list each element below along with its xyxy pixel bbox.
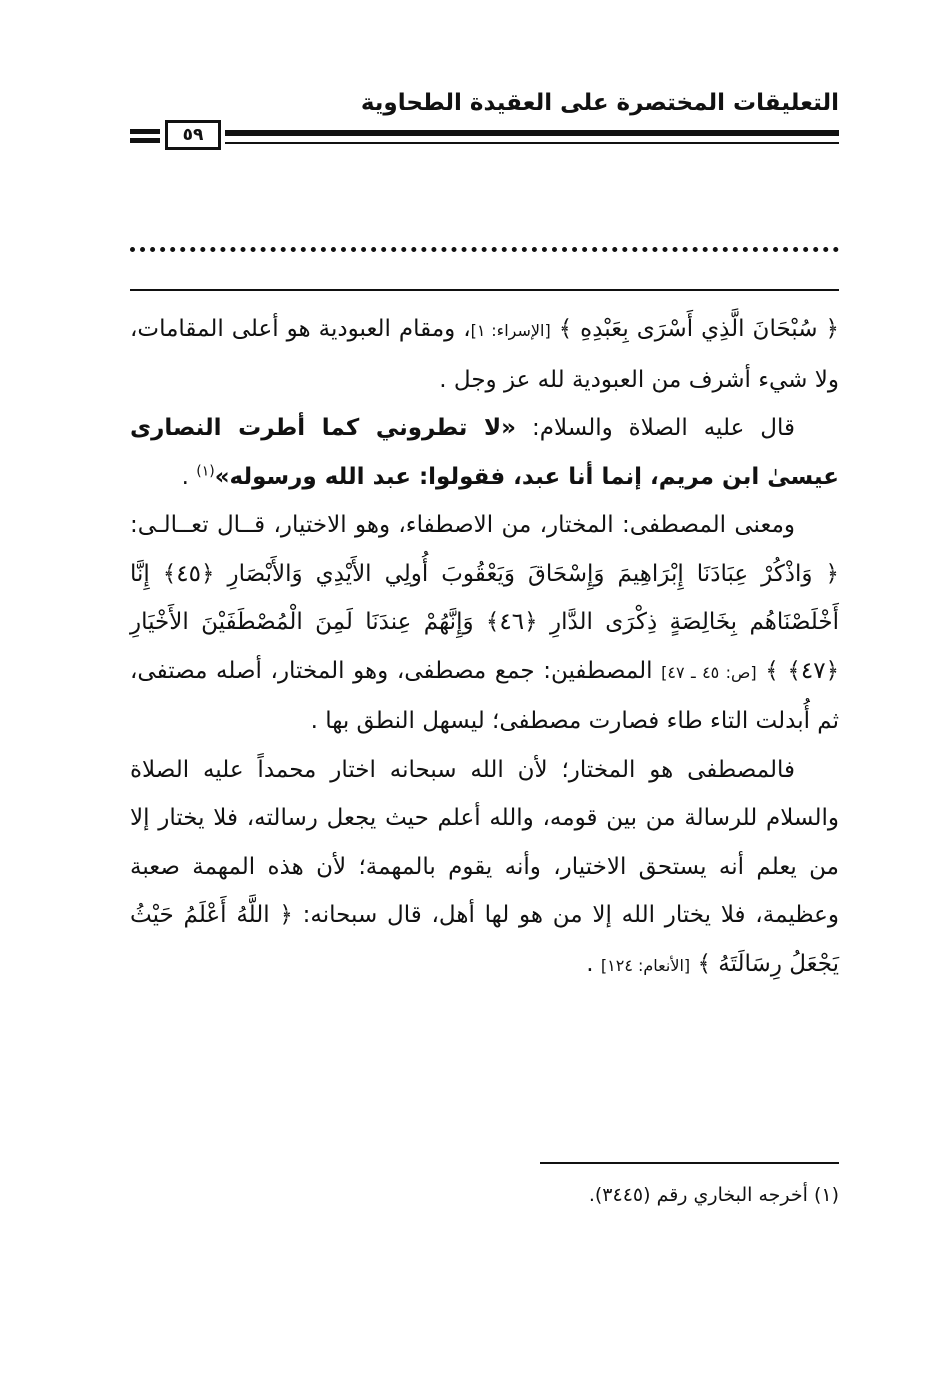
paragraph-text: ، ومقام العبودية هو أعلى المقامات، ولا شيء أشرف من العبودية لله عز وجل . bbox=[130, 316, 839, 393]
header-rule-left-top bbox=[130, 129, 160, 134]
paragraph-text: المصطفين: جمع مصطفى، وهو المختار، أصله مصتفى، ثم أُبدلت التاء طاء فصارت مصطفى؛ ليسهل النطق بها . bbox=[130, 657, 839, 734]
quran-verse: ﴿ وَاذْكُرْ عِبَادَنَا إِبْرَاهِيمَ وَإِسْحَاقَ وَيَعْقُوبَ أُولِي الأَيْدِي وَالأَبْصَارِ ﴿٤٥﴾ إِنَّا أَخْلَصْنَاهُم بِخَالِصَةٍ ذِكْرَى الدَّارِ ﴿٤٦﴾ وَإِنَّهُمْ عِندَنَا لَمِنَ الْمُصْطَفَيْنَ الأَخْيَارِ ﴿٤٧﴾ ﴾ bbox=[130, 560, 840, 684]
running-header-title: التعليقات المختصرة على العقيدة الطحاوية bbox=[360, 90, 839, 116]
header-rule-thick bbox=[225, 130, 839, 136]
solid-separator bbox=[130, 289, 839, 291]
page-number: ٥٩ bbox=[165, 120, 221, 150]
hadith-quote: «لا تطروني كما أطرت النصارى عيسىٰ ابن مريم، إنما أنا عبد، فقولوا: عبد الله ورسوله» bbox=[130, 415, 839, 490]
paragraph-2 bbox=[130, 404, 839, 501]
paragraph-end: . bbox=[586, 950, 601, 977]
footnote: (١) أخرجه البخاري رقم (٣٤٤٥). bbox=[588, 1184, 839, 1206]
quran-verse: ﴿ اللَّهُ أَعْلَمُ حَيْثُ يَجْعَلُ رِسَالَتَهُ ﴾ bbox=[130, 902, 839, 977]
verse-reference: [ص: ٤٥ ـ ٤٧] bbox=[661, 662, 757, 682]
dotted-separator bbox=[130, 247, 839, 252]
quran-verse: ﴿ سُبْحَانَ الَّذِي أَسْرَى بِعَبْدِهِ ﴾ bbox=[558, 316, 839, 342]
paragraph-3 bbox=[130, 501, 839, 746]
footnote-separator bbox=[540, 1162, 839, 1164]
paragraph-end: . bbox=[181, 463, 197, 490]
verse-reference: [الأنعام: ١٢٤] bbox=[600, 955, 691, 975]
paragraph-text: فالمصطفى هو المختار؛ لأن الله سبحانه اختار محمداً عليه الصلاة والسلام للرسالة من بين قومه، والله أعلم حيث يجعل رسالته، فلا يختار إلا من يعلم أنه يستحق الاختيار، وأنه يقوم بالمهمة؛ لأن هذه المهمة صعبة وعظيمة، فلا يختار الله إلا من هو لها أهل، قال سبحانه: bbox=[130, 756, 840, 928]
verse-reference: [الإسراء: ١] bbox=[470, 321, 551, 340]
footnote-marker: (١) bbox=[196, 462, 215, 479]
paragraph-text: ومعنى المصطفى: المختار، من الاصطفاء، وهو الاختيار، قــال تعــالـى: bbox=[130, 512, 795, 538]
header-rule-left-bottom bbox=[130, 138, 160, 143]
paragraph-1 bbox=[130, 305, 839, 404]
paragraph-4 bbox=[130, 746, 839, 991]
main-text bbox=[130, 305, 839, 990]
header-rule-thin bbox=[225, 142, 839, 144]
paragraph-text: قال عليه الصلاة والسلام: bbox=[516, 415, 795, 441]
